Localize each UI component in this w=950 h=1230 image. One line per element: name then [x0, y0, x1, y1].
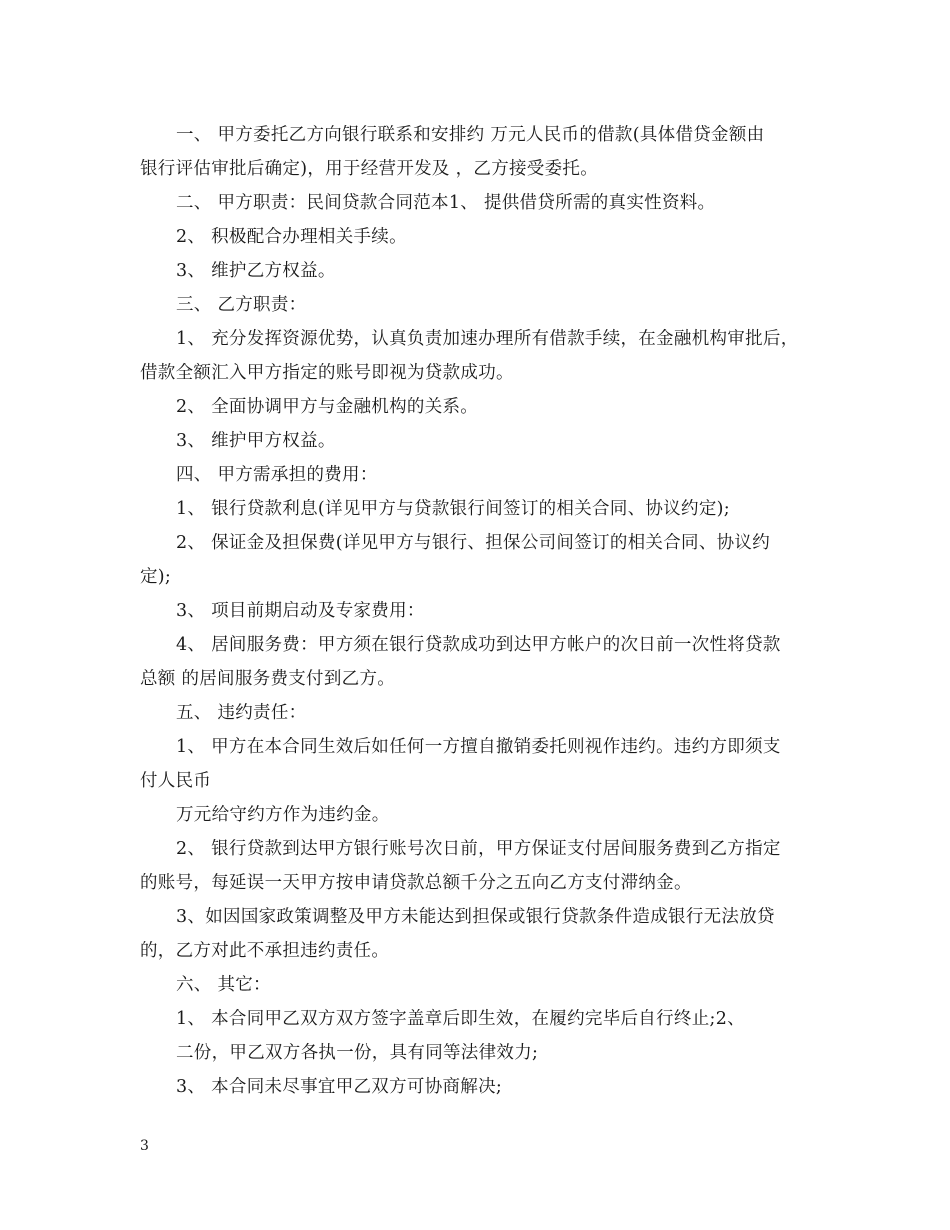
text-line: 四、 甲方需承担的费用：	[176, 465, 378, 485]
text-line: 银行评估审批后确定)，用于经营开发及 ，乙方接受委托。	[140, 159, 598, 179]
text-line: 的，乙方对此不承担违约责任。	[140, 941, 390, 961]
text-line: 六、 其它：	[176, 975, 271, 995]
text-line: 4、 居间服务费：甲方须在银行贷款成功到达甲方帐户的次日前一次性将贷款	[176, 635, 781, 655]
text-line: 1、 银行贷款利息(详见甲方与贷款银行间签订的相关合同、协议约定);	[176, 499, 730, 519]
text-line: 3、如因国家政策调整及甲方未能达到担保或银行贷款条件造成银行无法放贷	[176, 907, 775, 927]
text-line: 的账号，每延误一天甲方按申请贷款总额千分之五向乙方支付滞纳金。	[140, 873, 692, 893]
text-line: 3、 项目前期启动及专家费用：	[176, 601, 425, 621]
text-line: 1、 充分发挥资源优势，认真负责加速办理所有借款手续，在金融机构审批后，	[176, 329, 799, 349]
text-line: 二、 甲方职责：民间贷款合同范本1、 提供借贷所需的真实性资料。	[176, 193, 716, 213]
text-line: 一、 甲方委托乙方向银行联系和安排约 万元人民币的借款(具体借贷金额由	[176, 125, 765, 145]
text-line: 1、 本合同甲乙双方双方签字盖章后即生效，在履约完毕后自行终止;2、	[176, 1009, 745, 1029]
text-line: 总额 的居间服务费支付到乙方。	[140, 669, 396, 689]
text-line: 2、 银行贷款到达甲方银行账号次日前，甲方保证支付居间服务费到乙方指定	[176, 839, 781, 859]
text-line: 定);	[140, 567, 172, 587]
text-line: 万元给守约方作为违约金。	[176, 805, 390, 825]
document-body	[140, 118, 810, 1104]
text-line: 二份，甲乙双方各执一份，具有同等法律效力;	[176, 1043, 539, 1063]
text-line: 借款全额汇入甲方指定的账号即视为贷款成功。	[140, 363, 514, 383]
text-line: 2、 积极配合办理相关手续。	[176, 227, 407, 247]
text-line: 3、 本合同未尽事宜甲乙双方可协商解决;	[176, 1077, 503, 1097]
text-line: 三、 乙方职责：	[176, 295, 307, 315]
page-number: 3	[140, 1138, 149, 1154]
text-line: 3、 维护乙方权益。	[176, 261, 336, 281]
text-line: 1、 甲方在本合同生效后如任何一方擅自撤销委托则视作违约。违约方即须支	[176, 737, 781, 757]
text-line: 2、 保证金及担保费(详见甲方与银行、担保公司间签订的相关合同、协议约	[176, 533, 771, 553]
text-line: 3、 维护甲方权益。	[176, 431, 336, 451]
text-line: 五、 违约责任：	[176, 703, 307, 723]
text-line: 付人民币	[140, 771, 212, 791]
text-line: 2、 全面协调甲方与金融机构的关系。	[176, 397, 479, 417]
